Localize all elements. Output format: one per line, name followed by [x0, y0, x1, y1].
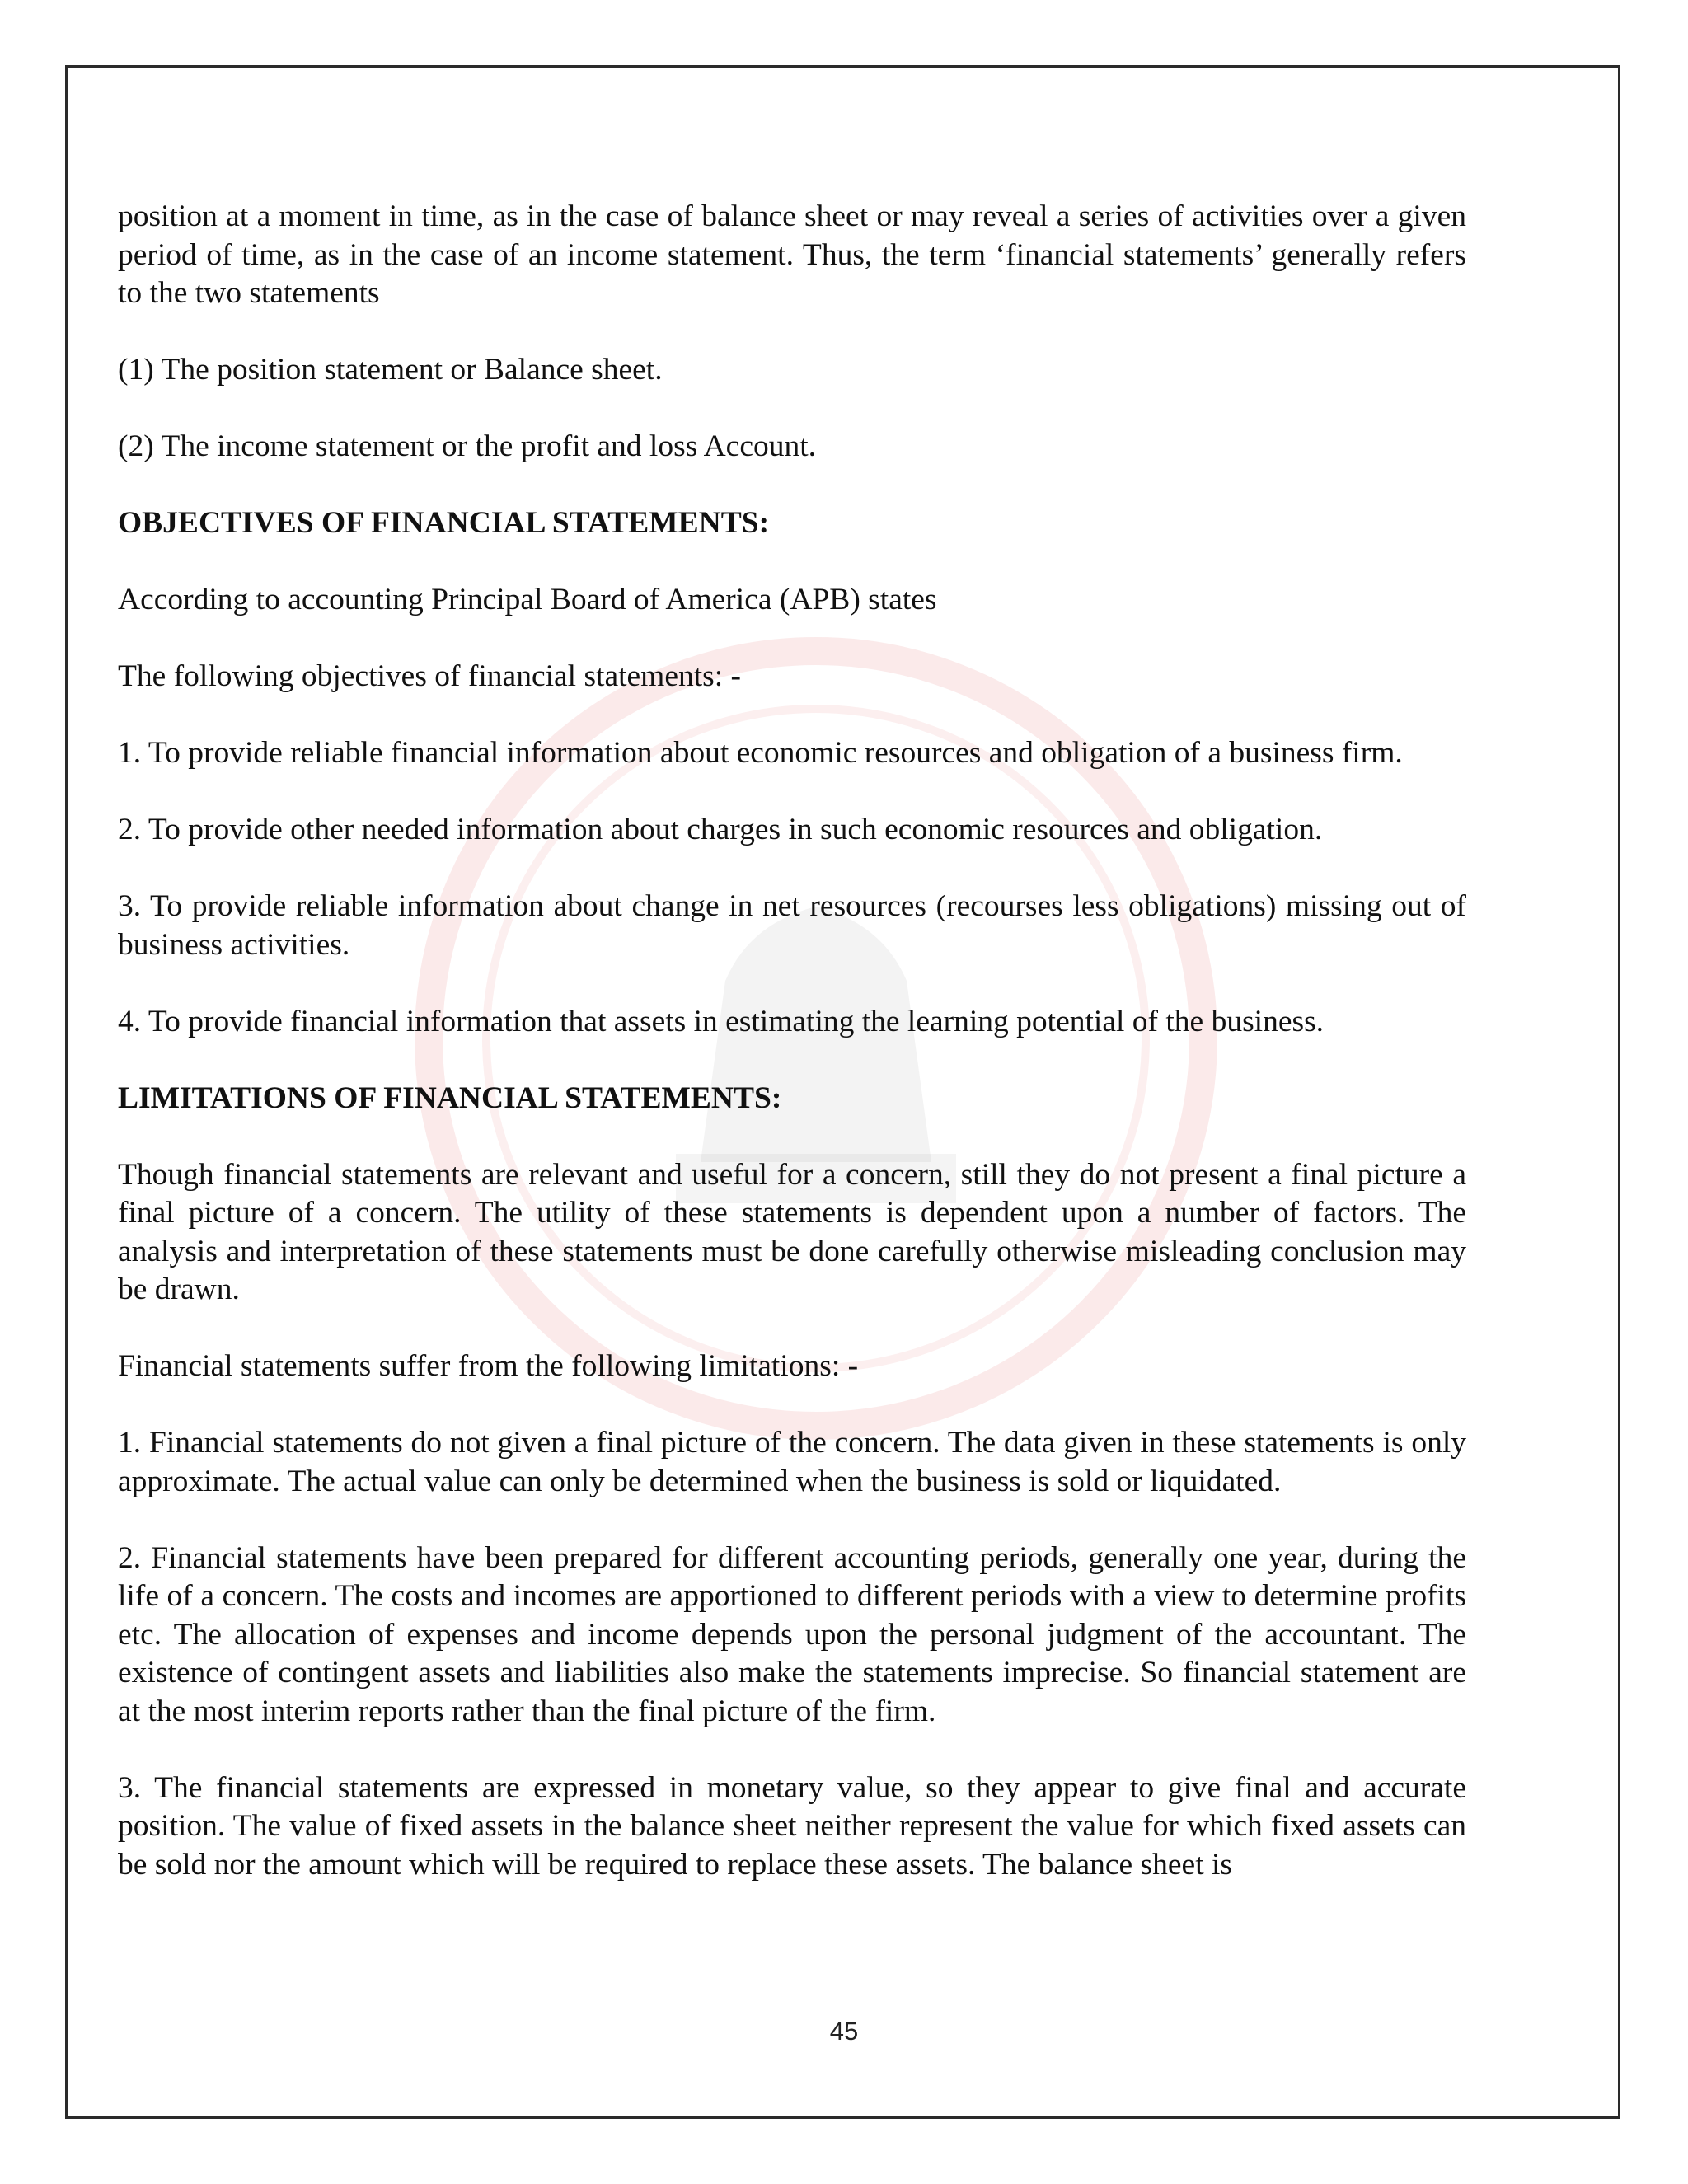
section-heading-limitations: LIMITATIONS OF FINANCIAL STATEMENTS: — [118, 1080, 782, 1115]
objective-item: 1. To provide reliable financial information about economic resources and obligation of a business firm. — [118, 736, 1403, 770]
objective-item: 4. To provide financial information that assets in estimating the learning potential of the business. — [118, 1004, 1325, 1038]
list-item-balance-sheet: (1) The position statement or Balance sheet. — [118, 353, 663, 387]
limitation-item: 2. Financial statements have been prepared for different accounting periods, generally one year, during the life of a concern. The costs and incomes are apportioned to different periods with a view to determine profits etc. The allocation of expenses and income depends upon the personal judgment of the accountant. The existence of contingent assets and liabilities also make the statements imprecise. So financial statement are at the most interim reports rather than the final picture of the firm. — [118, 1540, 1466, 1728]
paragraph: position at a moment in time, as in the case of balance sheet or may reveal a series of activities over a given period of time, as in the case of an income statement. Thus, the term ‘financial statements’ generally refers to the two statements — [118, 199, 1466, 310]
page-body — [118, 198, 1466, 1884]
page-number: 45 — [829, 2017, 859, 2046]
limitation-item: 1. Financial statements do not given a final picture of the concern. The data given in these statements is only approximate. The actual value can only be determined when the business is sold or liquidated. — [118, 1426, 1466, 1498]
paragraph: Financial statements suffer from the following limitations: - — [118, 1349, 859, 1383]
paragraph: Though financial statements are relevant and useful for a concern, still they do not present a final picture a final picture of a concern. The utility of these statements is dependent upon a number of factors. The analysis and interpretation of these statements must be done carefully otherwise misleading conclusion may be drawn. — [118, 1157, 1466, 1306]
objective-item: 2. To provide other needed information about charges in such economic resources and obligation. — [118, 813, 1323, 846]
limitation-item: 3. The financial statements are expressed in monetary value, so they appear to give final and accurate position. The value of fixed assets in the balance sheet neither represent the value for which fixed assets can be sold nor the amount which will be required to replace these assets. The balance sheet is — [118, 1770, 1466, 1882]
section-heading-objectives: OBJECTIVES OF FINANCIAL STATEMENTS: — [118, 506, 770, 540]
objective-item: 3. To provide reliable information about change in net resources (recourses less obligations) missing out of business activities. — [118, 889, 1466, 962]
list-item-income-statement: (2) The income statement or the profit and loss Account. — [118, 429, 817, 463]
paragraph: According to accounting Principal Board of America (APB) states — [118, 583, 937, 616]
paragraph: The following objectives of financial statements: - — [118, 659, 742, 693]
